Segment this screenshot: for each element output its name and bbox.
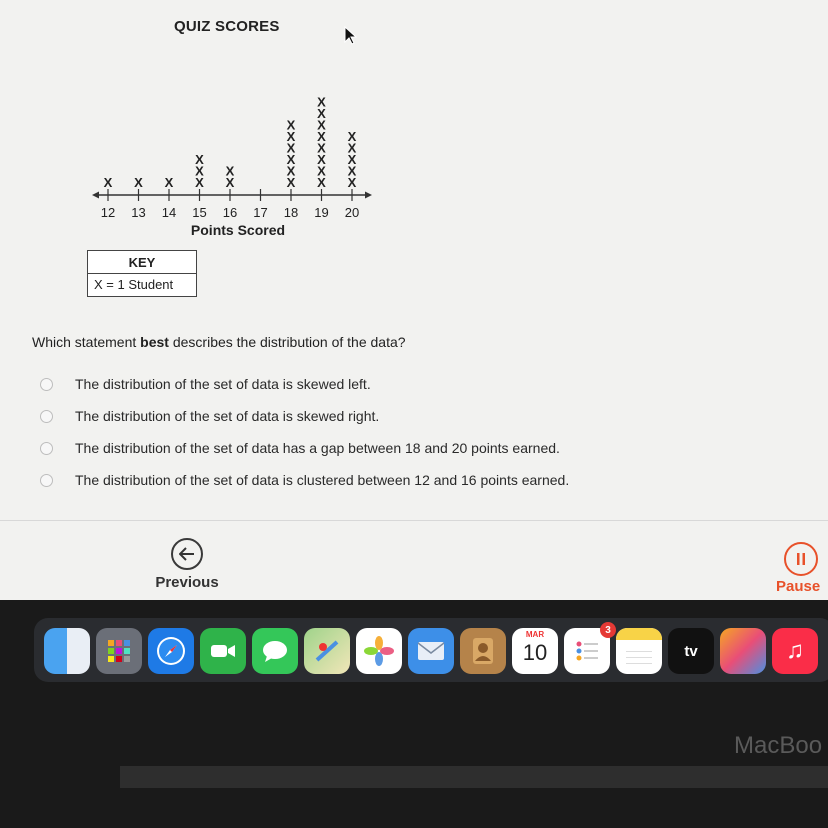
x-tick-label: 17 (253, 205, 268, 220)
data-mark-x: X (317, 117, 326, 133)
data-mark-x: X (347, 163, 357, 179)
data-mark-x: X (103, 175, 113, 190)
data-mark-x: X (286, 117, 296, 133)
photos-icon[interactable] (356, 628, 402, 674)
x-tick-label: 14 (161, 205, 177, 220)
maps-icon[interactable] (304, 628, 350, 674)
laptop-base (120, 766, 828, 788)
radio-button[interactable] (40, 442, 53, 455)
x-tick-label: 16 (222, 205, 238, 220)
data-mark-x: X (286, 152, 296, 167)
data-mark-x: X (195, 175, 204, 190)
x-tick-label: 15 (192, 205, 207, 220)
music-icon[interactable]: ♫ (772, 628, 818, 674)
key-box (87, 250, 197, 297)
data-mark-x: X (195, 152, 204, 167)
apple-tv-icon[interactable] (668, 628, 714, 674)
data-mark-x: X (195, 163, 204, 179)
data-mark-x: X (317, 106, 326, 121)
finder-icon[interactable] (44, 628, 90, 674)
option-label: The distribution of the set of data has a gap between 18 and 20 points earned. (75, 440, 560, 456)
mouse-cursor-icon (344, 26, 358, 46)
facetime-icon[interactable] (200, 628, 246, 674)
mail-icon[interactable] (408, 628, 454, 674)
reminders-icon[interactable] (564, 624, 611, 674)
option-gap[interactable] (40, 432, 569, 464)
data-mark-x: X (317, 129, 326, 144)
data-mark-x: X (225, 163, 235, 179)
previous-label: Previous (155, 574, 219, 591)
calendar-month: MAR (525, 630, 545, 639)
data-mark-x: X (286, 163, 296, 179)
messages-icon[interactable] (252, 628, 298, 674)
question-suffix: describes the distribution of the data? (168, 334, 406, 350)
data-mark-x: X (317, 152, 326, 167)
data-mark-x: X (347, 140, 357, 156)
option-label: The distribution of the set of data is clustered between 12 and 16 points earned. (75, 472, 570, 488)
footer-divider (0, 520, 828, 521)
pause-icon[interactable] (784, 542, 818, 576)
key-title: KEY (88, 251, 196, 274)
reminders-badge: 3 (600, 622, 616, 638)
x-tick-label: 13 (131, 205, 146, 220)
data-mark-x: X (225, 175, 235, 190)
x-tick-label: 12 (100, 205, 116, 220)
data-mark-x: X (164, 175, 174, 190)
notes-icon[interactable] (616, 628, 662, 674)
chart-title: QUIZ SCORES (174, 18, 280, 35)
radio-button[interactable] (40, 378, 53, 391)
data-mark-x: X (286, 175, 296, 190)
question-prefix: Which statement (32, 334, 141, 350)
pause-label: Pause (776, 578, 821, 595)
option-skewed-right[interactable] (40, 400, 569, 432)
answer-options (40, 368, 569, 496)
option-label: The distribution of the set of data is skewed left. (75, 376, 371, 392)
device-brand-label: MacBoo (734, 732, 823, 759)
previous-button[interactable] (150, 538, 224, 591)
x-tick-label: 18 (283, 205, 299, 220)
safari-icon[interactable] (148, 628, 194, 674)
data-mark-x: X (286, 129, 296, 144)
dot-plot (80, 50, 390, 245)
calendar-icon[interactable] (512, 628, 558, 674)
launchpad-icon[interactable] (96, 628, 142, 674)
tv-label: tv (684, 642, 698, 660)
macos-dock (34, 618, 828, 682)
key-text: X = 1 Student (94, 277, 174, 292)
data-mark-x: X (134, 175, 143, 190)
data-mark-x: X (286, 140, 296, 156)
pause-button[interactable] (776, 542, 828, 595)
option-skewed-left[interactable] (40, 368, 569, 400)
data-mark-x: X (347, 152, 357, 167)
x-axis-label: Points Scored (190, 222, 286, 238)
option-clustered[interactable] (40, 464, 569, 496)
calendar-day: 10 (522, 640, 548, 665)
option-label: The distribution of the set of data is skewed right. (75, 408, 380, 424)
data-mark-x: X (317, 163, 326, 179)
data-mark-x: X (317, 94, 326, 110)
data-mark-x: X (347, 129, 357, 144)
axis-arrow-left (92, 192, 99, 199)
axis-arrow-right (365, 192, 372, 199)
radio-button[interactable] (40, 474, 53, 487)
question-emphasis: best (140, 334, 169, 350)
data-mark-x: X (317, 175, 326, 190)
arrow-left-icon[interactable] (171, 538, 203, 570)
data-mark-x: X (347, 175, 357, 190)
contacts-icon[interactable] (460, 628, 506, 674)
x-tick-label: 20 (344, 205, 360, 220)
question-text (32, 334, 406, 350)
radio-button[interactable] (40, 410, 53, 423)
data-mark-x: X (317, 140, 326, 156)
photo-booth-icon[interactable] (720, 628, 766, 674)
x-tick-label: 19 (314, 205, 329, 220)
